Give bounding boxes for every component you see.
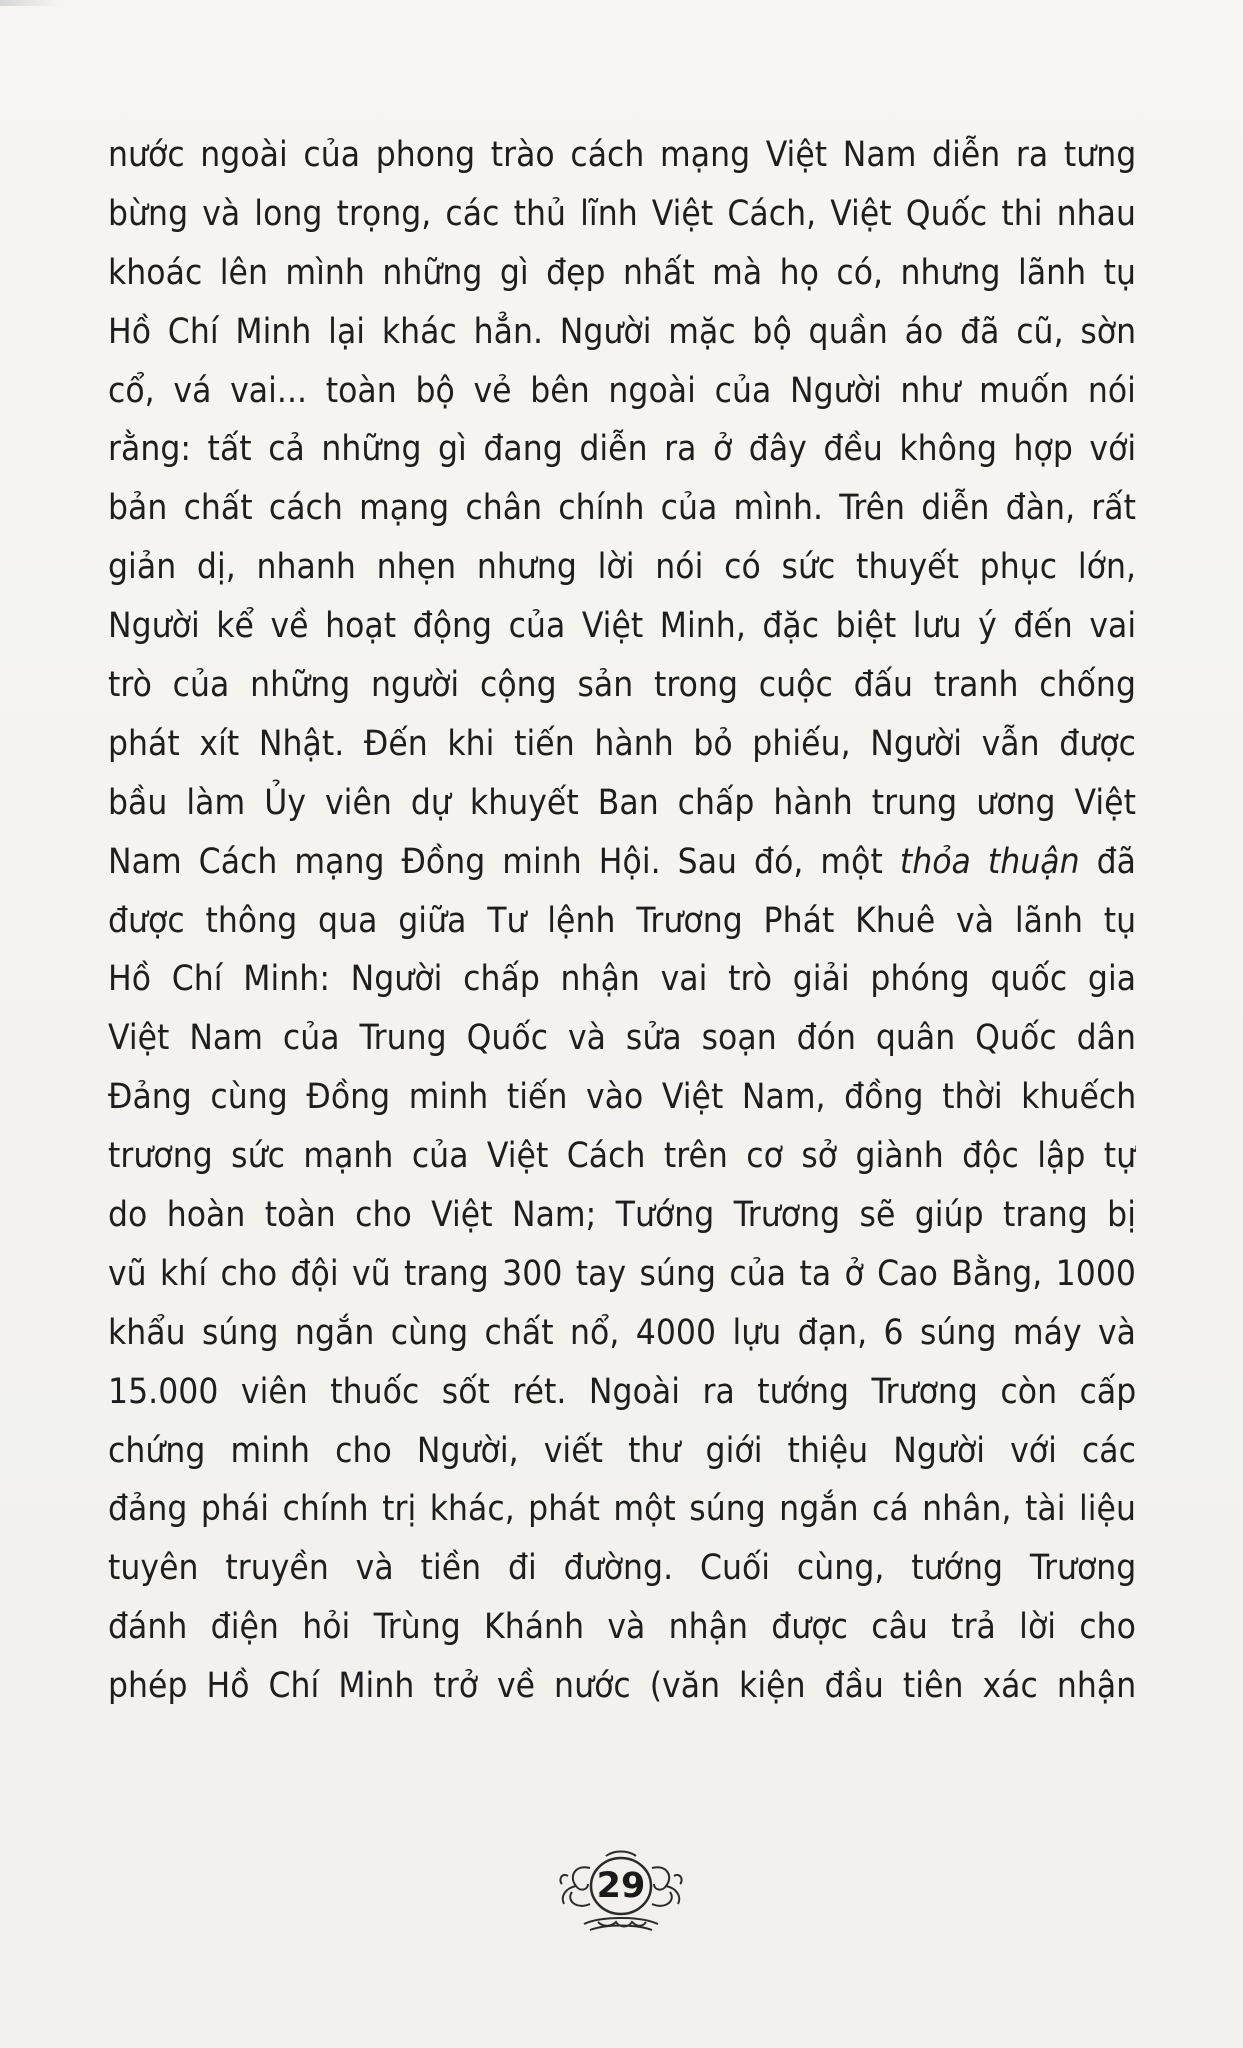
text-line: 15.000 viên thuốc sốt rét. Ngoài ra tướng Trương còn cấp <box>108 1371 1136 1412</box>
text-line-with-italic <box>108 833 1136 892</box>
text-line: đánh điện hỏi Trùng Khánh và nhận được câu trả lời cho <box>108 1607 1136 1648</box>
text-segment: Nam Cách mạng Đồng minh Hội. Sau đó, một <box>108 841 900 882</box>
text-line: Người kể về hoạt động của Việt Minh, đặc biệt lưu ý đến vai <box>108 606 1136 647</box>
text-segment: đã <box>1079 841 1136 882</box>
text-line: trò của những người cộng sản trong cuộc đấu tranh chống <box>108 665 1136 706</box>
text-line: phép Hồ Chí Minh trở về nước (văn kiện đầu tiên xác nhận <box>108 1666 1136 1707</box>
text-line: bầu làm Ủy viên dự khuyết Ban chấp hành trung ương Việt <box>108 782 1136 823</box>
page-number: 29 <box>596 1866 646 1906</box>
text-line: cổ, vá vai... toàn bộ vẻ bên ngoài của Người như muốn nói <box>108 370 1136 411</box>
text-line: đảng phái chính trị khác, phát một súng ngắn cá nhân, tài liệu <box>108 1489 1136 1530</box>
text-line: phát xít Nhật. Đến khi tiến hành bỏ phiếu, Người vẫn được <box>108 723 1136 764</box>
text-line: khoác lên mình những gì đẹp nhất mà họ có, nhưng lãnh tụ <box>108 252 1136 293</box>
text-line: trương sức mạnh của Việt Cách trên cơ sở giành độc lập tự <box>108 1136 1136 1177</box>
text-line: khẩu súng ngắn cùng chất nổ, 4000 lựu đạn, 6 súng máy và <box>108 1312 1136 1353</box>
text-line: tuyên truyền và tiền đi đường. Cuối cùng, tướng Trương <box>108 1548 1136 1589</box>
text-line: bừng và long trọng, các thủ lĩnh Việt Cách, Việt Quốc thi nhau <box>108 193 1136 234</box>
text-line: Hồ Chí Minh: Người chấp nhận vai trò giải phóng quốc gia <box>108 959 1136 1000</box>
italic-phrase: thỏa thuận <box>899 841 1080 882</box>
body-paragraph <box>108 126 1136 1716</box>
text-line: rằng: tất cả những gì đang diễn ra ở đây đều không hợp với <box>108 429 1136 470</box>
page-number-ornament <box>546 1846 696 1938</box>
text-line: chứng minh cho Người, viết thư giới thiệu Người với các <box>108 1430 1136 1471</box>
scan-corner-mark <box>0 0 60 6</box>
text-line: được thông qua giữa Tư lệnh Trương Phát Khuê và lãnh tụ <box>108 900 1136 941</box>
text-line: vũ khí cho đội vũ trang 300 tay súng của ta ở Cao Bằng, 1000 <box>108 1253 1136 1294</box>
text-line: Hồ Chí Minh lại khác hẳn. Người mặc bộ quần áo đã cũ, sờn <box>108 311 1136 352</box>
text-line: nước ngoài của phong trào cách mạng Việt Nam diễn ra tưng <box>108 135 1136 175</box>
text-line: do hoàn toàn cho Việt Nam; Tướng Trương sẽ giúp trang bị <box>108 1195 1136 1236</box>
text-line: Đảng cùng Đồng minh tiến vào Việt Nam, đồng thời khuếch <box>108 1077 1136 1118</box>
text-line: Việt Nam của Trung Quốc và sửa soạn đón quân Quốc dân <box>108 1018 1136 1059</box>
text-line: bản chất cách mạng chân chính của mình. Trên diễn đàn, rất <box>108 488 1136 529</box>
text-line: giản dị, nhanh nhẹn nhưng lời nói có sức thuyết phục lớn, <box>108 547 1136 588</box>
